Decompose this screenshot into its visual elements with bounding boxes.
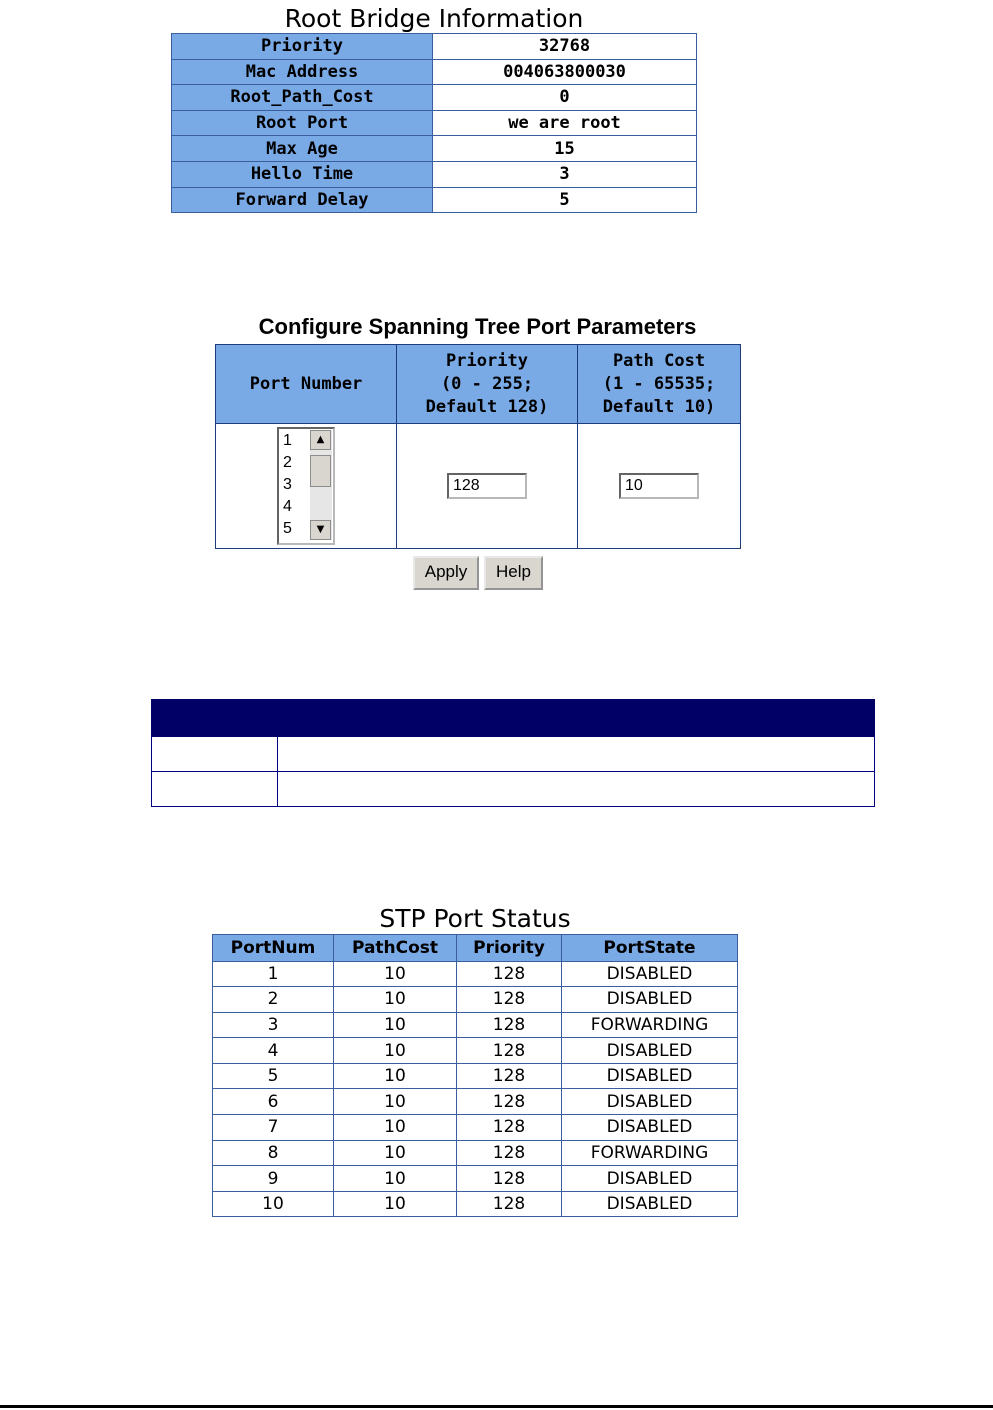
cell-portnum: 5 [213, 1063, 334, 1089]
cell-priority: 128 [457, 1089, 562, 1115]
table-row [213, 1166, 738, 1192]
root-label-priority: Priority [172, 34, 433, 60]
port-option[interactable]: 1 [283, 432, 292, 449]
root-value-priority: 32768 [433, 34, 697, 60]
configure-table [215, 344, 741, 549]
cell-portnum: 4 [213, 1038, 334, 1064]
table-row [213, 1191, 738, 1217]
cell-pathcost: 10 [334, 1140, 457, 1166]
root-label-mac: Mac Address [172, 59, 433, 85]
header-path-cost-line1: Path Cost [612, 350, 706, 371]
column-header: Priority [457, 935, 562, 962]
cell-portnum: 10 [213, 1191, 334, 1217]
cell-portnum: 9 [213, 1166, 334, 1192]
header-priority-line1: Priority [446, 350, 528, 371]
cell-portstate: DISABLED [562, 987, 738, 1013]
port-number-cell [216, 424, 397, 549]
cell-portstate: FORWARDING [562, 1012, 738, 1038]
cell-portstate: DISABLED [562, 961, 738, 987]
scroll-thumb[interactable] [310, 455, 331, 487]
cell-priority: 128 [457, 1191, 562, 1217]
header-priority [397, 345, 578, 424]
priority-cell [397, 424, 578, 549]
cell-portnum: 6 [213, 1089, 334, 1115]
help-button[interactable]: Help [484, 556, 543, 590]
column-header: PortNum [213, 935, 334, 962]
cell-portnum: 7 [213, 1115, 334, 1141]
cell-pathcost: 10 [334, 1089, 457, 1115]
cell-portnum: 3 [213, 1012, 334, 1038]
cell-portstate: DISABLED [562, 1166, 738, 1192]
table-row [213, 1063, 738, 1089]
cell-pathcost: 10 [334, 1063, 457, 1089]
table-row [172, 187, 697, 213]
cell-priority: 128 [457, 961, 562, 987]
stp-status-table [212, 934, 738, 1217]
table-row [213, 961, 738, 987]
table-header-row [152, 700, 875, 737]
root-bridge-title: Root Bridge Information [284, 4, 584, 33]
apply-button[interactable]: Apply [413, 556, 479, 590]
footer-divider [0, 1405, 993, 1408]
configure-title: Configure Spanning Tree Port Parameters [258, 314, 697, 339]
header-port-number-label: Port Number [249, 373, 363, 394]
header-priority-line3: Default 128) [425, 396, 549, 417]
description-table [151, 699, 875, 807]
port-option[interactable]: 3 [283, 476, 292, 493]
stp-status-title: STP Port Status [379, 904, 571, 933]
header-priority-line2: (0 - 255; [440, 373, 534, 394]
scroll-up-icon[interactable]: ▲ [310, 430, 331, 450]
table-row [172, 34, 697, 60]
port-number-listbox[interactable] [277, 427, 335, 545]
path-cost-input[interactable] [619, 473, 699, 499]
table-row [172, 85, 697, 111]
root-label-forward-delay: Forward Delay [172, 187, 433, 213]
cell-portnum: 8 [213, 1140, 334, 1166]
table-row [213, 1115, 738, 1141]
cell-pathcost: 10 [334, 1115, 457, 1141]
cell-portstate: DISABLED [562, 1038, 738, 1064]
root-value-path-cost: 0 [433, 85, 697, 111]
table-row [213, 1038, 738, 1064]
header-path-cost-line2: (1 - 65535; [602, 373, 716, 394]
header-port-number [216, 345, 397, 424]
table-row [213, 987, 738, 1013]
table-row [213, 1012, 738, 1038]
port-option[interactable]: 4 [283, 498, 292, 515]
column-header: PortState [562, 935, 738, 962]
cell-portstate: DISABLED [562, 1063, 738, 1089]
table-row [172, 59, 697, 85]
cell-portnum: 2 [213, 987, 334, 1013]
table-cell [152, 772, 278, 807]
root-label-hello-time: Hello Time [172, 161, 433, 187]
cell-pathcost: 10 [334, 961, 457, 987]
cell-portstate: DISABLED [562, 1089, 738, 1115]
path-cost-cell [578, 424, 741, 549]
root-value-mac: 004063800030 [433, 59, 697, 85]
cell-priority: 128 [457, 1012, 562, 1038]
root-label-root-port: Root Port [172, 110, 433, 136]
cell-priority: 128 [457, 1038, 562, 1064]
cell-priority: 128 [457, 1063, 562, 1089]
cell-pathcost: 10 [334, 1038, 457, 1064]
table-cell [278, 772, 875, 807]
cell-priority: 128 [457, 987, 562, 1013]
root-value-max-age: 15 [433, 136, 697, 162]
header-cell [278, 700, 875, 737]
cell-portnum: 1 [213, 961, 334, 987]
root-label-max-age: Max Age [172, 136, 433, 162]
header-path-cost-line3: Default 10) [602, 396, 716, 417]
table-row [213, 1140, 738, 1166]
cell-portstate: DISABLED [562, 1191, 738, 1217]
column-header: PathCost [334, 935, 457, 962]
cell-priority: 128 [457, 1166, 562, 1192]
table-header-row [213, 935, 738, 962]
header-path-cost [578, 345, 741, 424]
cell-portstate: FORWARDING [562, 1140, 738, 1166]
priority-input[interactable] [447, 473, 527, 499]
table-row [213, 1089, 738, 1115]
table-row [172, 110, 697, 136]
port-option[interactable]: 2 [283, 454, 292, 471]
cell-pathcost: 10 [334, 1191, 457, 1217]
listbox-scrollbar[interactable] [310, 430, 332, 540]
root-label-path-cost: Root_Path_Cost [172, 85, 433, 111]
header-cell [152, 700, 278, 737]
cell-priority: 128 [457, 1115, 562, 1141]
scroll-down-icon[interactable]: ▼ [310, 520, 331, 540]
cell-priority: 128 [457, 1140, 562, 1166]
cell-pathcost: 10 [334, 987, 457, 1013]
table-cell [278, 737, 875, 772]
root-bridge-table [171, 33, 697, 213]
table-row [152, 737, 875, 772]
root-value-hello-time: 3 [433, 161, 697, 187]
cell-portstate: DISABLED [562, 1115, 738, 1141]
cell-pathcost: 10 [334, 1166, 457, 1192]
table-row [152, 772, 875, 807]
root-value-root-port: we are root [433, 110, 697, 136]
table-row [172, 161, 697, 187]
port-option[interactable]: 5 [283, 520, 292, 537]
cell-pathcost: 10 [334, 1012, 457, 1038]
table-row [172, 136, 697, 162]
table-cell [152, 737, 278, 772]
root-value-forward-delay: 5 [433, 187, 697, 213]
